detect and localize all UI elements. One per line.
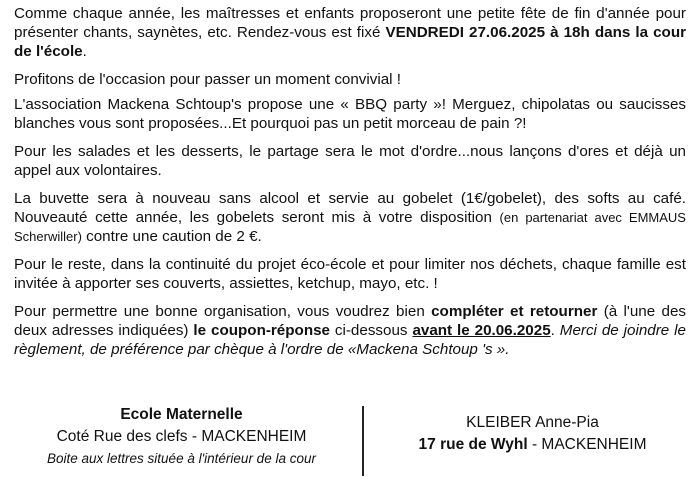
- letter-body: [14, 4, 686, 368]
- contact-name: KLEIBER Anne-Pia: [466, 414, 599, 431]
- announcement-text: Comme chaque année, les maîtresses et enfants proposeront une petite fête de fin d'année pour présenter chants, saynètes, etc. Rendez-vous est fixé: [14, 5, 686, 41]
- eco-text: Pour le reste, dans la continuité du projet éco-école et pour limiter nos déchets, chaque famille est invitée à apporter ses couverts, assiettes, ketchup, mayo, etc. !: [14, 256, 686, 292]
- paragraph-buvette: [14, 189, 686, 246]
- paragraph-announcement: [14, 4, 686, 61]
- organisation-text: Pour permettre une bonne organisation, vous voudrez bien: [14, 303, 432, 320]
- footer-divider: [362, 406, 364, 476]
- partnership-note: (en partenariat avec EMMAUS Scherwiller): [14, 210, 686, 244]
- mailbox-note: Boite aux lettres située à l'intérieur de la cour: [47, 451, 316, 466]
- deadline: avant le 20.06.2025: [412, 322, 551, 339]
- paragraph-bbq: [14, 95, 686, 133]
- salads-text: Pour les salades et les desserts, le partage sera le mot d'ordre...nous lançons d'ores et déjà un appel aux volontaires.: [14, 143, 686, 179]
- contact-address: [379, 434, 686, 456]
- payment-note: Merci de joindre le règlement, de préférence par chèque à l'ordre de «Mackena Schtoup 's ».: [14, 322, 686, 358]
- announcement-end: .: [82, 43, 87, 60]
- below-text: ci-dessous: [329, 322, 413, 339]
- event-date: VENDREDI 27.06.2025 à 18h dans la cour de l'école: [14, 24, 687, 60]
- addresses-note: (à l'une des deux adresses indiquées): [14, 303, 686, 339]
- address-school: [14, 404, 349, 470]
- caution-text: contre une caution de 2 €.: [81, 228, 262, 245]
- complete-return: compléter et retourner: [431, 303, 598, 320]
- deadline-period: .: [550, 322, 560, 339]
- addresses-footer: [14, 404, 686, 480]
- paragraph-organisation: [14, 302, 686, 359]
- contact-street: 17 rue de Wyhl: [418, 436, 528, 453]
- convivial-text: Profitons de l'occasion pour passer un moment convivial !: [14, 71, 401, 88]
- paragraph-convivial: [14, 70, 686, 89]
- contact-city: - MACKENHEIM: [527, 436, 647, 453]
- address-contact: [379, 412, 686, 456]
- bbq-text: L'association Mackena Schtoup's propose une « BBQ party »! Merguez, chipolatas ou saucisses blanches vous sont proposées...Et pourquoi pas un petit morceau de pain ?!: [14, 96, 686, 132]
- paragraph-eco: [14, 255, 686, 293]
- paragraph-salads: [14, 142, 686, 180]
- buvette-text: La buvette sera à nouveau sans alcool et servie au gobelet (1€/gobelet), des softs au café. Nouveauté cette année, les gobelets seront mis à votre disposition: [14, 190, 686, 226]
- coupon-label: le coupon-réponse: [193, 322, 330, 339]
- school-name: Ecole Maternelle: [120, 406, 243, 423]
- school-address: Coté Rue des clefs - MACKENHEIM: [56, 428, 307, 445]
